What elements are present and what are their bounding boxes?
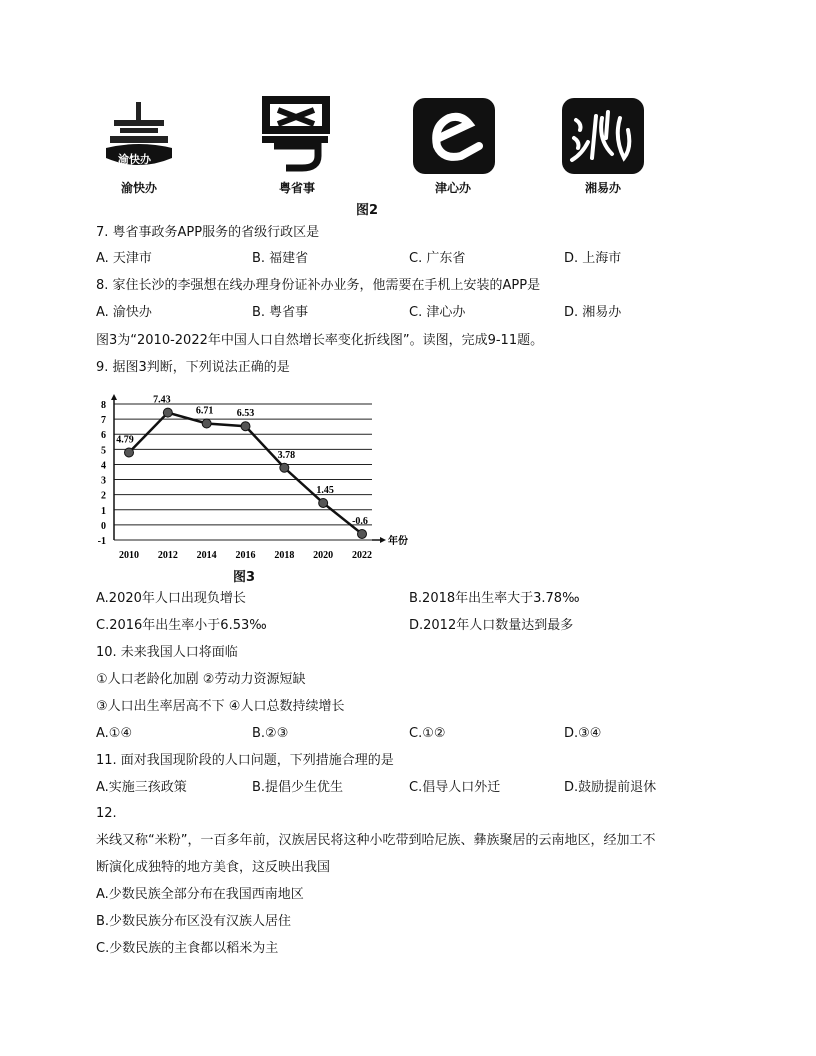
data-label: 3.78 xyxy=(277,449,296,461)
data-point xyxy=(319,498,328,507)
y-tick-label: 4 xyxy=(101,460,106,472)
q7-option-d: D. 上海市 xyxy=(564,251,622,266)
x-tick-label: 2014 xyxy=(196,550,217,561)
q8-option-d: D. 湘易办 xyxy=(564,305,622,320)
logo-jinxinban xyxy=(413,98,495,174)
q10-statements-1: ①人口老龄化加剧 ②劳动力资源短缺 xyxy=(96,672,306,687)
yueshengshi-logo-icon xyxy=(256,96,338,172)
logo-yueshengshi xyxy=(256,96,338,172)
logo-caption-3: 津心办 xyxy=(434,181,471,195)
figure-3-caption: 图3 xyxy=(233,570,256,585)
data-point xyxy=(202,419,211,428)
logo-caption-4: 湘易办 xyxy=(584,181,621,195)
data-point xyxy=(241,422,250,431)
q11-option-a: A.实施三孩政策 xyxy=(96,780,187,795)
q11-option-b: B.提倡少生优生 xyxy=(252,780,344,795)
y-tick-label: 8 xyxy=(101,400,106,411)
q12-stem-1: 米线又称“米粉”，一百多年前，汉族居民将这种小吃带到哈尼族、彝族聚居的云南地区，经加工不 xyxy=(96,833,656,848)
logo-caption-1: 渝快办 xyxy=(120,181,157,195)
data-label: 6.71 xyxy=(195,405,214,417)
q7-option-a: A. 天津市 xyxy=(96,251,152,266)
q12-number: 12. xyxy=(96,806,117,821)
q12-option-c: C.少数民族的主食都以稻米为主 xyxy=(96,941,279,956)
q8-option-a: A. 渝快办 xyxy=(96,305,152,320)
data-point xyxy=(358,529,367,538)
yukuaiban-badge-text: 渝快办 xyxy=(118,153,151,166)
y-tick-label: 0 xyxy=(101,520,106,532)
q8-option-c: C. 津心办 xyxy=(409,305,466,320)
q11-option-d: D.鼓励提前退休 xyxy=(564,780,657,795)
x-tick-label: 2010 xyxy=(119,550,139,561)
logo-xiangyiban xyxy=(562,98,644,174)
x-axis-label: 年份 xyxy=(388,536,408,547)
x-tick-label: 2018 xyxy=(274,550,295,561)
x-tick-label: 2012 xyxy=(157,550,178,561)
q11-option-c: C.倡导人口外迁 xyxy=(409,780,501,795)
y-tick-label: 7 xyxy=(101,415,106,427)
data-label: 1.45 xyxy=(316,484,334,496)
q8-stem: 8. 家住长沙的李强想在线办理身份证补办业务，他需要在手机上安装的APP是 xyxy=(96,278,541,293)
figure-2-caption: 图2 xyxy=(356,203,379,218)
q7-stem: 7. 粤省事政务APP服务的省级行政区是 xyxy=(96,225,320,240)
x-tick-label: 2016 xyxy=(235,550,256,561)
xiangyiban-logo-icon xyxy=(562,98,644,174)
q10-stem: 10. 未来我国人口将面临 xyxy=(96,645,238,660)
logo-caption-2: 粤省事 xyxy=(278,181,315,195)
q10-statements-2: ③人口出生率居高不下 ④人口总数持续增长 xyxy=(96,699,345,714)
q8-option-b: B. 粤省事 xyxy=(252,305,309,320)
data-label: 6.53 xyxy=(236,408,255,420)
data-point xyxy=(280,463,289,472)
q12-option-a: A.少数民族全部分布在我国西南地区 xyxy=(96,887,304,902)
y-tick-label: 3 xyxy=(101,475,106,487)
population-growth-chart xyxy=(90,388,410,586)
q10-option-b: B.②③ xyxy=(252,726,289,741)
q10-option-c: C.①② xyxy=(409,726,446,741)
y-tick-label: 2 xyxy=(101,490,106,502)
data-label: -0.6 xyxy=(352,515,368,527)
q10-option-a: A.①④ xyxy=(96,726,133,741)
y-tick-label: 6 xyxy=(101,430,106,442)
data-point xyxy=(163,408,172,417)
q9-option-c: C.2016年出生率小于6.53‰ xyxy=(96,618,267,633)
y-axis-arrow-icon xyxy=(111,394,117,400)
q9-option-b: B.2018年出生率大于3.78‰ xyxy=(409,591,580,606)
x-tick-label: 2022 xyxy=(352,550,372,561)
data-label: 7.43 xyxy=(153,394,171,406)
x-tick-label: 2020 xyxy=(313,550,334,561)
y-tick-label: 5 xyxy=(101,445,106,457)
data-point xyxy=(125,448,134,457)
q12-option-b: B.少数民族分布区没有汉族人居住 xyxy=(96,914,292,929)
q9-option-a: A.2020年人口出现负增长 xyxy=(96,591,246,606)
figure-3-intro: 图3为“2010-2022年中国人口自然增长率变化折线图”。读图，完成9-11题。 xyxy=(96,333,544,348)
data-label: 4.79 xyxy=(116,434,134,446)
q12-stem-2: 断演化成独特的地方美食，这反映出我国 xyxy=(96,860,331,875)
jinxinban-logo-icon xyxy=(413,98,495,174)
q9-stem: 9. 据图3判断，下列说法正确的是 xyxy=(96,360,290,375)
y-tick-label: 1 xyxy=(101,505,106,517)
q10-option-d: D.③④ xyxy=(564,726,602,741)
q9-option-d: D.2012年人口数量达到最多 xyxy=(409,618,574,633)
q7-option-b: B. 福建省 xyxy=(252,251,309,266)
logo-yukuaiban xyxy=(98,96,180,172)
x-axis-arrow-icon xyxy=(380,537,386,543)
q11-stem: 11. 面对我国现阶段的人口问题，下列措施合理的是 xyxy=(96,753,394,768)
q7-option-c: C. 广东省 xyxy=(409,251,466,266)
y-tick-label: -1 xyxy=(97,536,106,547)
